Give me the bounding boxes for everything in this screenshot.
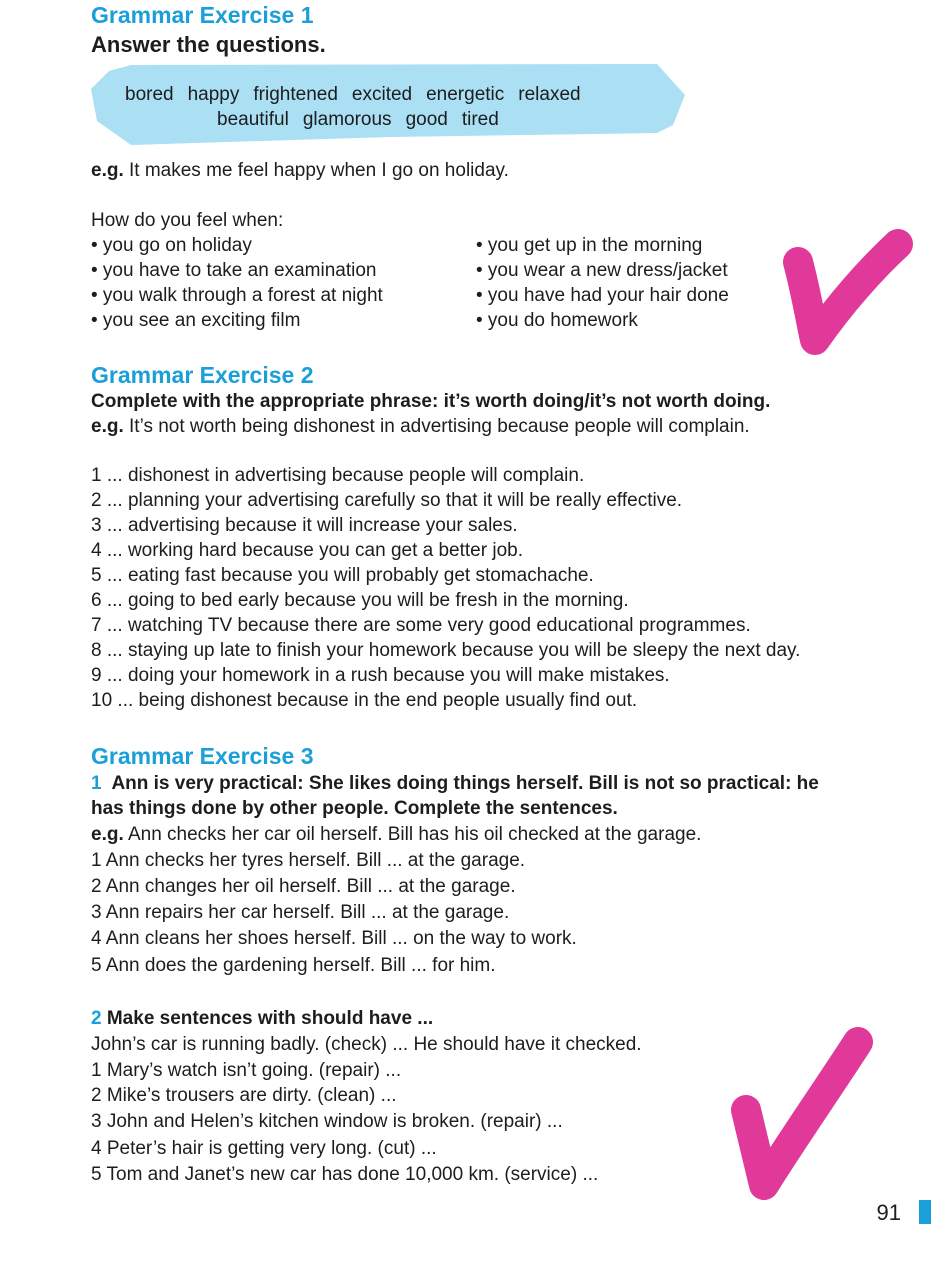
list-item: 4 ... working hard because you can get a better job. (91, 540, 523, 561)
list-item: 1 Mary’s watch isn’t going. (repair) ... (91, 1060, 402, 1081)
word-option: good (405, 109, 448, 130)
word-row-1 (125, 83, 595, 107)
list-item: 2 Mike’s trousers are dirty. (clean) ... (91, 1085, 397, 1106)
list-item: 6 ... going to bed early because you will be fresh in the morning. (91, 590, 629, 611)
exercise-3-part2-example: John’s car is running badly. (check) ... He should have it checked. (91, 1034, 642, 1055)
exercise-3-example (91, 822, 701, 847)
list-item: 3 Ann repairs her car herself. Bill ... at the garage. (91, 902, 510, 923)
word-option: frightened (253, 84, 338, 105)
example-prefix: e.g. (91, 824, 124, 845)
list-item: • you do homework (476, 310, 638, 331)
list-item: 5 ... eating fast because you will probably get stomachache. (91, 565, 594, 586)
list-item: 7 ... watching TV because there are some very good educational programmes. (91, 615, 751, 636)
list-item: 3 John and Helen’s kitchen window is broken. (repair) ... (91, 1111, 563, 1132)
exercise-2-example (91, 414, 750, 439)
list-item: 3 ... advertising because it will increase your sales. (91, 515, 518, 536)
list-item: • you walk through a forest at night (91, 285, 383, 306)
example-prefix: e.g. (91, 160, 124, 181)
word-row-2 (217, 108, 513, 132)
example-text: It’s not worth being dishonest in advertising because people will complain. (123, 416, 750, 437)
exercise-1-title: Grammar Exercise 1 (91, 2, 314, 28)
page-number: 91 (876, 1200, 901, 1225)
word-option: excited (351, 84, 413, 105)
word-option: relaxed (518, 84, 581, 105)
list-item: 8 ... staying up late to finish your homework because you will be sleepy the next day. (91, 640, 801, 661)
list-item: 2 Ann changes her oil herself. Bill ... at the garage. (91, 876, 516, 897)
word-box (91, 63, 686, 145)
list-item: 1 Ann checks her tyres herself. Bill ... at the garage. (91, 850, 526, 871)
list-item: 1 ... dishonest in advertising because people will complain. (91, 465, 585, 486)
exercise-1-subtitle: Answer the questions. (91, 32, 326, 57)
checkmark-icon (770, 222, 920, 362)
example-prefix: e.g. (91, 416, 124, 437)
page-edge-tab (919, 1200, 931, 1224)
list-item: • you wear a new dress/jacket (476, 260, 728, 281)
word-option: glamorous (302, 109, 392, 130)
instruction-text: Make sentences with should have ... (101, 1008, 434, 1029)
exercise-3-title: Grammar Exercise 3 (91, 743, 314, 769)
word-option: happy (187, 84, 240, 105)
exercise-3-part1-instruction (91, 771, 819, 796)
part-number: 1 (91, 773, 102, 794)
exercise-3-part2-instruction (91, 1006, 433, 1031)
list-item: • you get up in the morning (476, 235, 703, 256)
exercise-2-title: Grammar Exercise 2 (91, 362, 314, 388)
exercise-1-example (91, 158, 509, 183)
list-item: 4 Peter’s hair is getting very long. (cut) ... (91, 1138, 437, 1159)
list-item: 5 Tom and Janet’s new car has done 10,000 km. (service) ... (91, 1164, 599, 1185)
example-text: Ann checks her car oil herself. Bill has his oil checked at the garage. (123, 824, 702, 845)
list-item: 4 Ann cleans her shoes herself. Bill ... on the way to work. (91, 928, 577, 949)
word-option: beautiful (217, 109, 289, 130)
example-text: It makes me feel happy when I go on holiday. (123, 160, 509, 181)
list-item: 5 Ann does the gardening herself. Bill ... for him. (91, 955, 496, 976)
exercise-2-instruction: Complete with the appropriate phrase: it’s worth doing/it’s not worth doing. (91, 391, 771, 412)
list-item: • you go on holiday (91, 235, 252, 256)
word-option: tired (461, 109, 499, 130)
checkmark-icon (712, 1020, 882, 1210)
list-item: • you have to take an examination (91, 260, 377, 281)
exercise-3-part1-instruction-cont: has things done by other people. Complete the sentences. (91, 798, 618, 819)
list-item: 9 ... doing your homework in a rush because you will make mistakes. (91, 665, 670, 686)
list-item: • you see an exciting film (91, 310, 301, 331)
word-option: bored (125, 84, 174, 105)
word-option: energetic (426, 84, 505, 105)
instruction-line-1: Ann is very practical: She likes doing things herself. Bill is not so practical: he (111, 773, 819, 794)
list-item: 10 ... being dishonest because in the end people usually find out. (91, 690, 638, 711)
list-item: 2 ... planning your advertising carefully so that it will be really effective. (91, 490, 683, 511)
list-item: • you have had your hair done (476, 285, 729, 306)
part-number: 2 (91, 1008, 102, 1029)
exercise-1-prompt: How do you feel when: (91, 210, 284, 231)
